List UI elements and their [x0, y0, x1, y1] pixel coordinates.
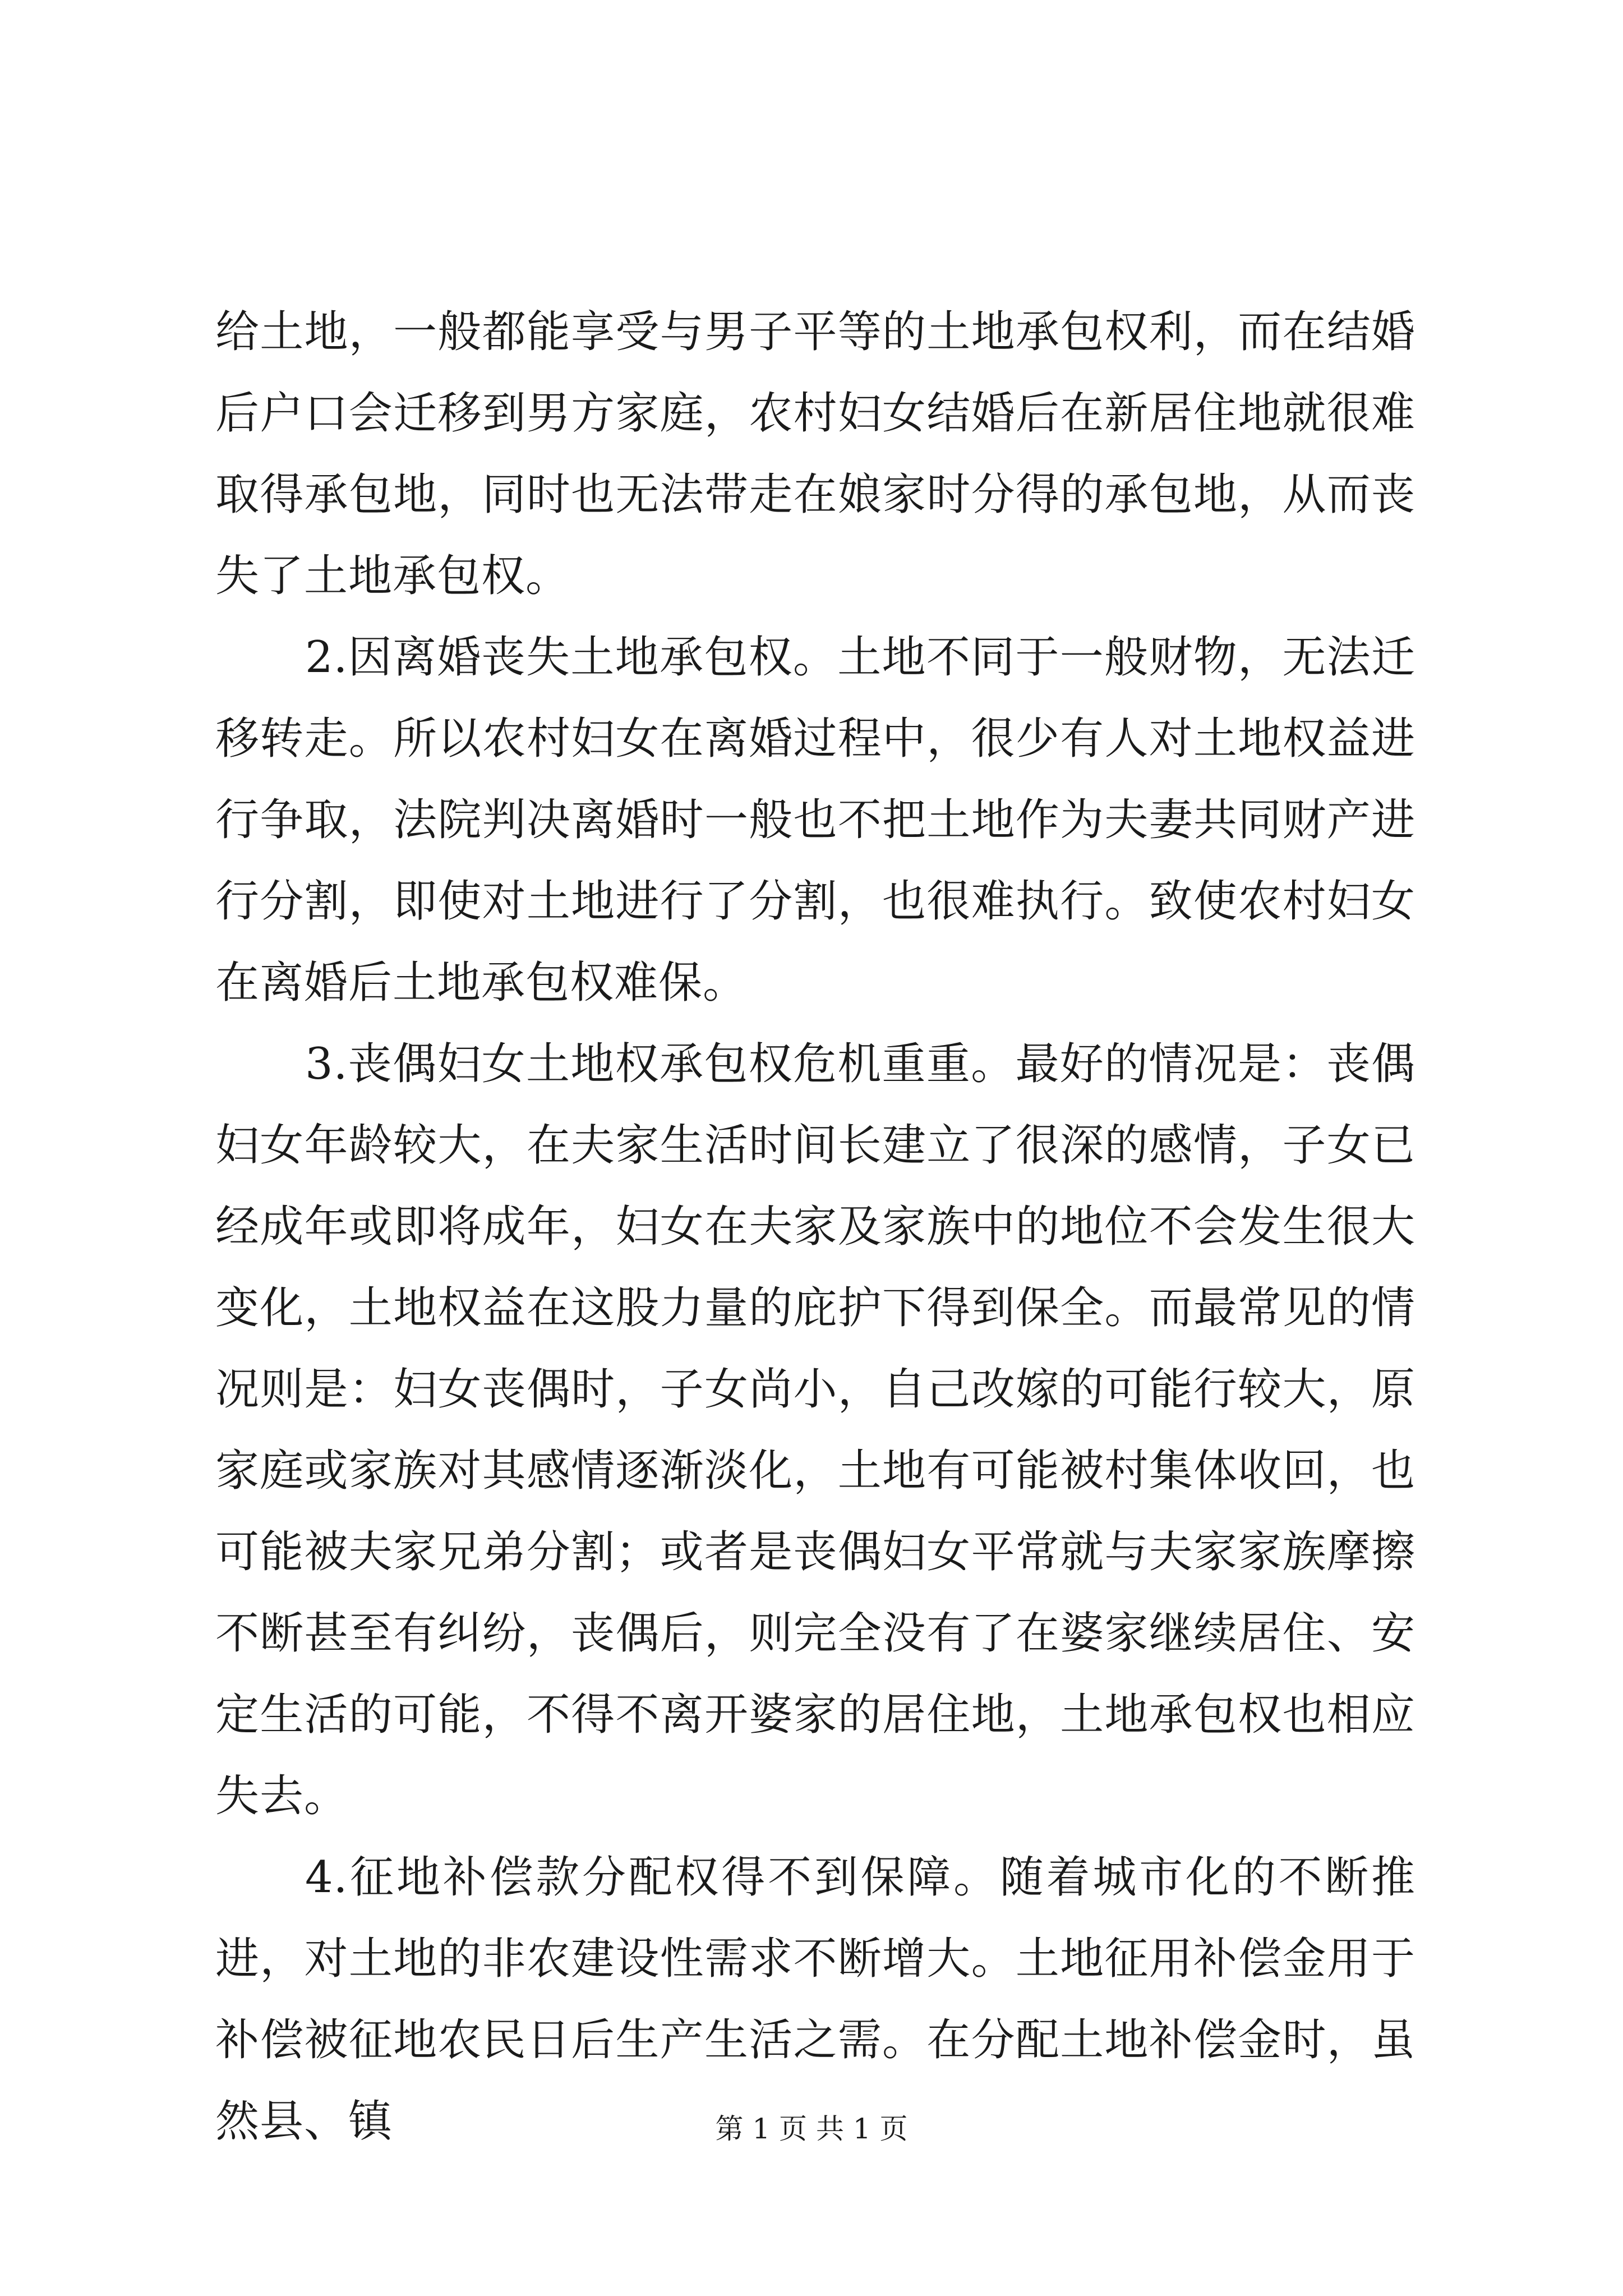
document-body	[215, 292, 1415, 2162]
paragraph-divorce: 2.因离婚丧失土地承包权。土地不同于一般财物，无法迁移转走。所以农村妇女在离婚过程中，很少有人对土地权益进行争取，法院判决离婚时一般也不把土地作为夫妻共同财产进行分割，即使对土地进行了分割，也很难执行。致使农村妇女在离婚后土地承包权难保。	[215, 632, 1415, 1008]
paragraph-continuation: 给土地，一般都能享受与男子平等的土地承包权利，而在结婚后户口会迁移到男方家庭，农村妇女结婚后在新居住地就很难取得承包地，同时也无法带走在娘家时分得的承包地，从而丧失了土地承包权。	[215, 307, 1415, 601]
page-footer: 第 1 页 共 1 页	[715, 2113, 908, 2145]
paragraph-compensation: 4.征地补偿款分配权得不到保障。随着城市化的不断推进，对土地的非农建设性需求不断增大。土地征用补偿金用于补偿被征地农民日后生产生活之需。在分配土地补偿金时，虽然县、镇	[215, 1852, 1415, 2147]
paragraph-widowed: 3.丧偶妇女土地权承包权危机重重。最好的情况是：丧偶妇女年龄较大，在夫家生活时间长建立了很深的感情，子女已经成年或即将成年，妇女在夫家及家族中的地位不会发生很大变化，土地权益在这股力量的庇护下得到保全。而最常见的情况则是：妇女丧偶时，子女尚小，自己改嫁的可能行较大，原家庭或家族对其感情逐渐淡化，土地有可能被村集体收回，也可能被夫家兄弟分割；或者是丧偶妇女平常就与夫家家族摩擦不断甚至有纠纷，丧偶后，则完全没有了在婆家继续居住、安定生活的可能，不得不离开婆家的居住地，土地承包权也相应失去。	[215, 1039, 1415, 1821]
